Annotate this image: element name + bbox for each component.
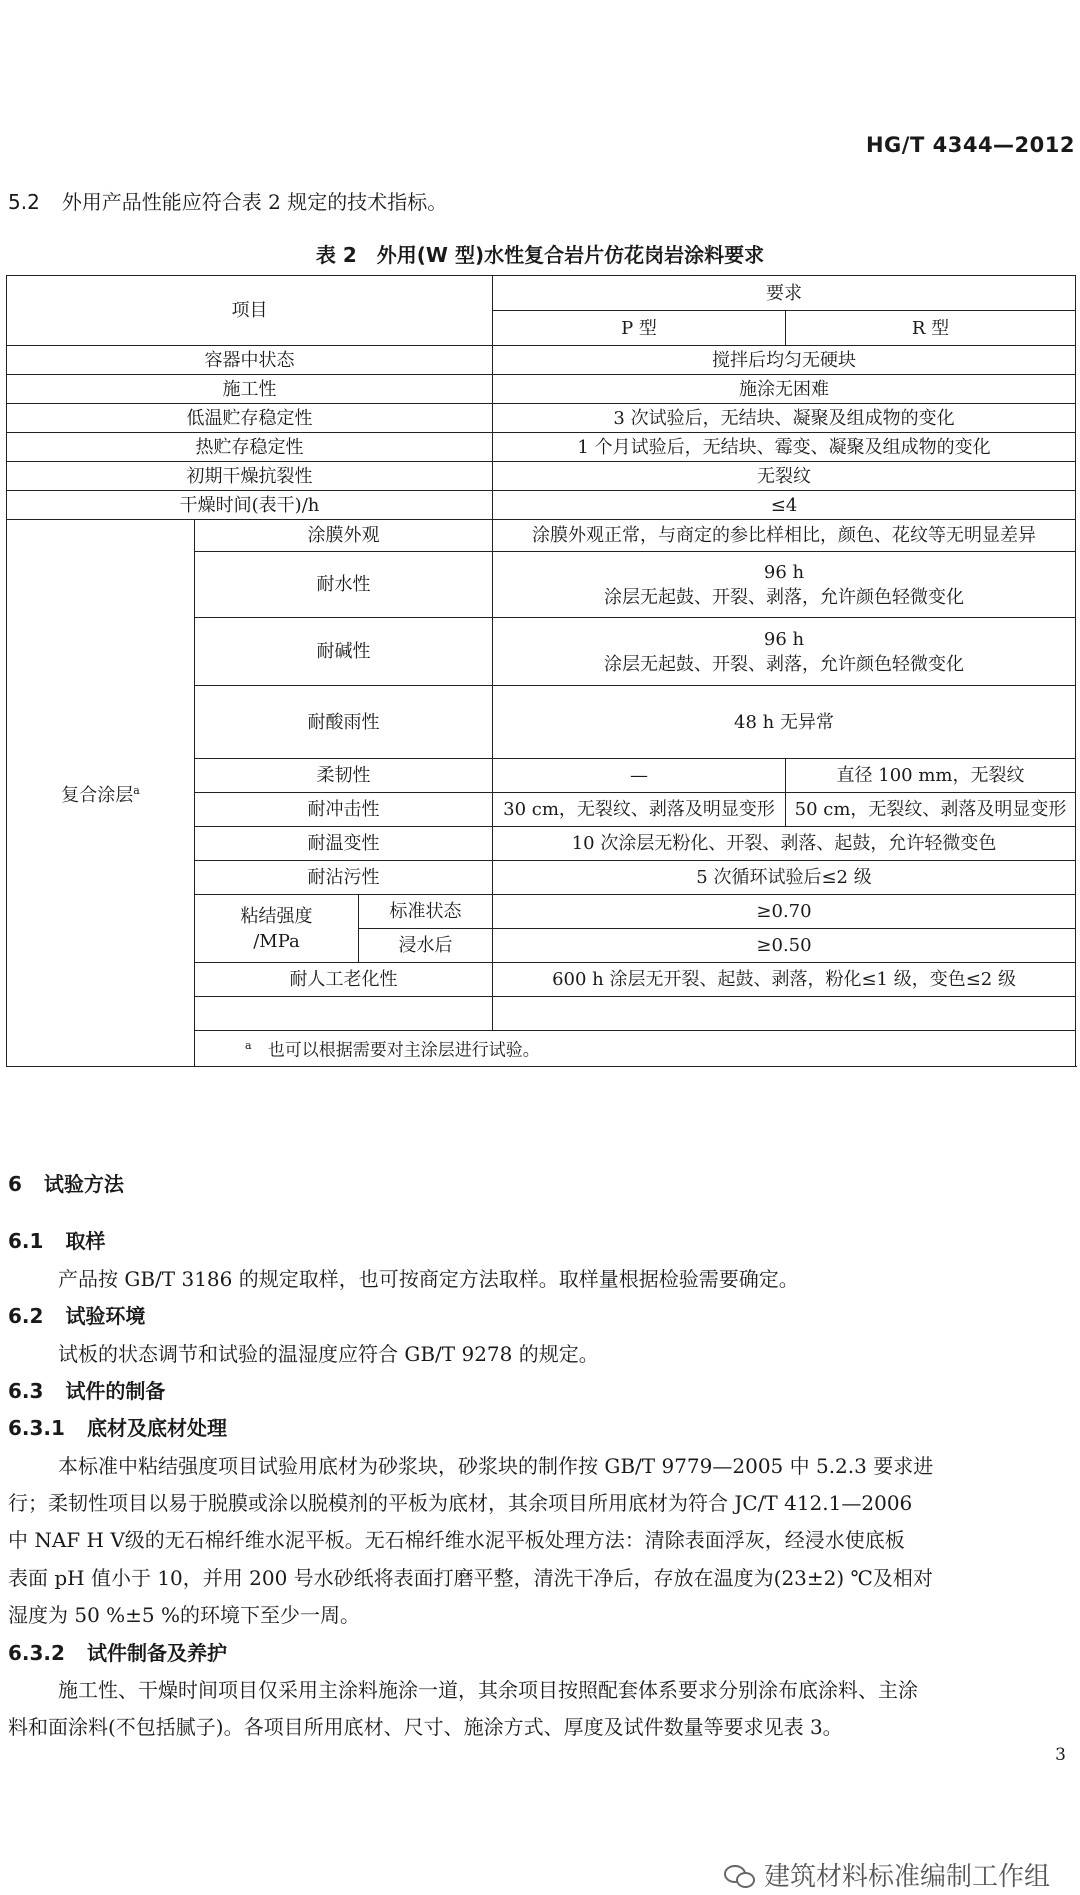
row-item: 柔韧性	[195, 759, 493, 793]
row-item: 涂膜外观	[195, 520, 493, 552]
footnote-marker: a	[133, 784, 140, 797]
table-footnote: $^a$ 也可以根据需要对主涂层进行试验。	[195, 1031, 1076, 1067]
section-6-3-1-heading: 6.3.1 底材及底材处理	[8, 1416, 227, 1440]
section-number: 5.2	[8, 190, 40, 214]
row-item: 初期干燥抗裂性	[7, 462, 493, 491]
row-requirement: 涂膜外观正常，与商定的参比样相比，颜色、花纹等无明显差异	[493, 520, 1076, 552]
row-r-requirement: 直径 100 mm，无裂纹	[786, 759, 1076, 793]
row-item: 耐沾污性	[195, 861, 493, 895]
paragraph-line: 湿度为 50 %±5 %的环境下至少一周。	[8, 1603, 361, 1627]
section-6-2-heading: 6.2 试验环境	[8, 1304, 146, 1328]
section-6-3-heading: 6.3 试件的制备	[8, 1379, 166, 1403]
bond-strength-label: 粘结强度 /MPa	[195, 895, 359, 963]
row-requirement: 无裂纹	[493, 462, 1076, 491]
row-item: 热贮存稳定性	[7, 433, 493, 462]
header-requirement: 要求	[493, 276, 1076, 311]
requirements-table	[6, 275, 1076, 1067]
row-requirement: 施涂无困难	[493, 375, 1076, 404]
row-requirement: 搅拌后均匀无硬块	[493, 346, 1076, 375]
row-requirement: ≥0.50	[493, 929, 1076, 963]
section-6-1-heading: 6.1 取样	[8, 1229, 106, 1253]
table-row	[7, 375, 1076, 404]
watermark	[724, 1856, 1050, 1893]
row-requirement: 96 h 涂层无起鼓、开裂、剥落，允许颜色轻微变化	[493, 552, 1076, 618]
section-6-1-text: 产品按 GB/T 3186 的规定取样，也可按商定方法取样。取样量根据检验需要确定。	[58, 1267, 799, 1291]
row-r-requirement: 50 cm，无裂纹、剥落及明显变形	[786, 793, 1076, 827]
row-requirement: 10 次涂层无粉化、开裂、剥落、起鼓，允许轻微变色	[493, 827, 1076, 861]
row-item: 低温贮存稳定性	[7, 404, 493, 433]
paragraph-line: 本标准中粘结强度项目试验用底材为砂浆块，砂浆块的制作按 GB/T 9779—2005 中 5.2.3 要求进	[58, 1454, 934, 1478]
row-item: 容器中状态	[7, 346, 493, 375]
table-row	[7, 404, 1076, 433]
table-row	[7, 433, 1076, 462]
row-requirement: 600 h 涂层无开裂、起鼓、剥落，粉化≤1 级，变色≤2 级	[493, 963, 1076, 997]
row-item: 耐人工老化性	[195, 963, 493, 997]
row-requirement: 3 次试验后，无结块、凝聚及组成物的变化	[493, 404, 1076, 433]
row-requirement: 1 个月试验后，无结块、霉变、凝聚及组成物的变化	[493, 433, 1076, 462]
section-6-2-text: 试板的状态调节和试验的温湿度应符合 GB/T 9278 的规定。	[58, 1342, 599, 1366]
empty-cell	[493, 997, 1076, 1031]
page-number: 3	[1055, 1745, 1066, 1765]
wechat-icon	[724, 1863, 754, 1887]
row-item: 耐水性	[195, 552, 493, 618]
paragraph-line: 中 NAF H Ⅴ级的无石棉纤维水泥平板。无石棉纤维水泥平板处理方法：清除表面浮灰，经浸水使底板	[8, 1528, 905, 1552]
table-row	[7, 462, 1076, 491]
header-r-type: R 型	[786, 311, 1076, 346]
empty-cell	[195, 997, 493, 1031]
standard-code: HG/T 4344—2012	[865, 133, 1075, 157]
bond-soaked-label: 浸水后	[359, 929, 493, 963]
table-row	[7, 491, 1076, 520]
paragraph-line: 施工性、干燥时间项目仅采用主涂料施涂一道，其余项目按照配套体系要求分别涂布底涂料、主涂	[58, 1678, 918, 1702]
row-p-requirement: 30 cm，无裂纹、剥落及明显变形	[493, 793, 786, 827]
row-item: 耐碱性	[195, 618, 493, 686]
row-requirement: ≥0.70	[493, 895, 1076, 929]
row-requirement: 96 h 涂层无起鼓、开裂、剥落，允许颜色轻微变化	[493, 618, 1076, 686]
paragraph-line: 行；柔韧性项目以易于脱膜或涂以脱模剂的平板为底材，其余项目所用底材为符合 JC/T 412.1—2006	[8, 1491, 913, 1515]
row-item: 耐冲击性	[195, 793, 493, 827]
row-item: 耐温变性	[195, 827, 493, 861]
table-row	[7, 346, 1076, 375]
paragraph-line: 料和面涂料(不包括腻子)。各项目所用底材、尺寸、施涂方式、厚度及试件数量等要求见表 3。	[8, 1715, 843, 1739]
row-requirement: 5 次循环试验后≤2 级	[493, 861, 1076, 895]
row-item: 施工性	[7, 375, 493, 404]
composite-coating-label: 复合涂层$^a$	[7, 520, 195, 1067]
header-item: 项目	[7, 276, 493, 346]
table-row	[7, 520, 1076, 552]
section-5-2	[8, 186, 447, 215]
row-requirement: 48 h 无异常	[493, 686, 1076, 759]
row-item: 干燥时间(表干)/h	[7, 491, 493, 520]
section-6-3-2-heading: 6.3.2 试件制备及养护	[8, 1641, 227, 1665]
section-text: 外用产品性能应符合表 2 规定的技术指标。	[61, 190, 448, 214]
table-title: 表 2 外用(W 型)水性复合岩片仿花岗岩涂料要求	[315, 243, 765, 267]
paragraph-line: 表面 pH 值小于 10，并用 200 号水砂纸将表面打磨平整，清洗干净后，存放在温度为(23±2) ℃及相对	[8, 1566, 933, 1590]
row-p-requirement: —	[493, 759, 786, 793]
section-6-heading: 6 试验方法	[8, 1172, 124, 1196]
watermark-text: 建筑材料标准编制工作组	[763, 1862, 1050, 1892]
row-item: 耐酸雨性	[195, 686, 493, 759]
row-requirement: ≤4	[493, 491, 1076, 520]
bond-standard-label: 标准状态	[359, 895, 493, 929]
header-p-type: P 型	[493, 311, 786, 346]
